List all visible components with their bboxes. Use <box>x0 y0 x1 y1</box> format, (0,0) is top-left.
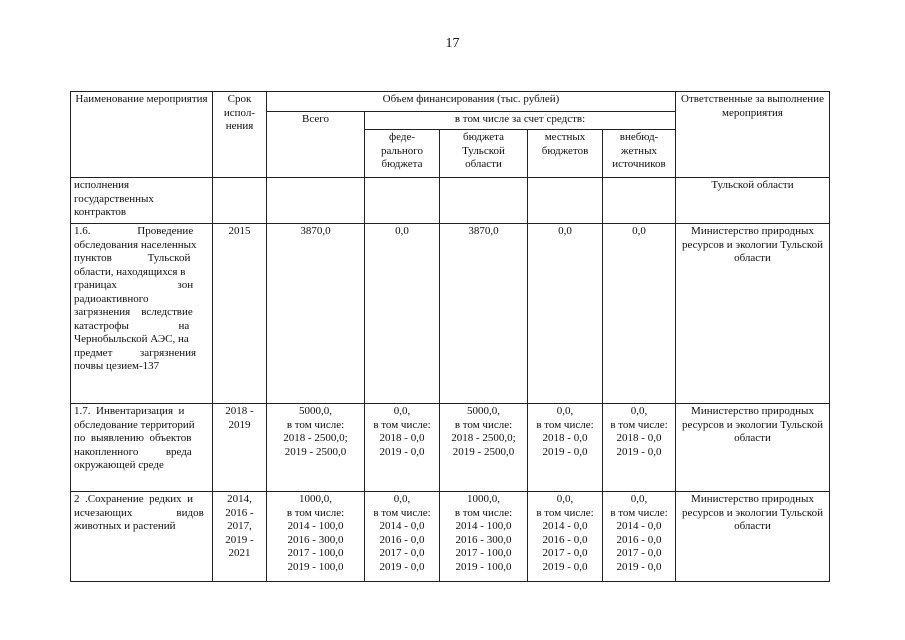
cell-line: 2019 - 0,0 <box>379 445 425 458</box>
cell-line: 2018 - 0,0 <box>542 432 588 444</box>
cell-line: в том числе: <box>536 506 594 519</box>
cell-line: 2016 - <box>225 506 254 519</box>
cell-term <box>213 178 267 224</box>
cell-line: 2019 - 2500,0 <box>284 445 347 458</box>
cell-extra <box>603 178 676 224</box>
cell-federal <box>365 492 440 582</box>
cell-line: накопленного вреда <box>74 445 192 458</box>
cell-line: 0,0, <box>556 405 574 417</box>
table-row <box>71 492 830 582</box>
cell-line: 2015 <box>228 225 251 237</box>
cell-total <box>267 224 365 404</box>
cell-line: 2014, <box>227 493 252 505</box>
cell-line: 2019 - 0,0 <box>542 445 588 458</box>
cell-term <box>213 404 267 492</box>
cell-line: 2018 - <box>225 405 254 417</box>
cell-line: 1000,0, <box>299 493 332 505</box>
cell-line: окружающей среде <box>74 459 164 471</box>
cell-line: обследование территорий <box>74 418 195 431</box>
cell-line: 2019 - 2500,0 <box>452 445 515 458</box>
header-federal: феде-рального бюджета <box>365 130 440 178</box>
cell-federal <box>365 178 440 224</box>
cell-responsible: Министерство природных ресурсов и экологии Тульской области <box>676 404 830 492</box>
table-row <box>71 404 830 492</box>
cell-line: в том числе: <box>373 506 431 519</box>
cell-term <box>213 224 267 404</box>
cell-term <box>213 492 267 582</box>
cell-line: 3870,0 <box>468 225 499 237</box>
cell-line: 0,0, <box>393 405 411 417</box>
cell-line: предмет загрязнения <box>74 346 197 359</box>
cell-line: 0,0, <box>630 405 648 417</box>
cell-regional <box>440 404 528 492</box>
cell-line: 2018 - 0,0 <box>616 432 662 444</box>
cell-extra <box>603 404 676 492</box>
cell-line: 5000,0, <box>299 405 332 417</box>
cell-line: в том числе: <box>536 418 594 431</box>
header-total: Всего <box>267 112 365 178</box>
cell-local <box>528 492 603 582</box>
cell-name <box>71 178 213 224</box>
cell-line: в том числе: <box>610 418 668 431</box>
cell-line: исполнения <box>74 179 130 191</box>
header-regional: бюджета Тульской области <box>440 130 528 178</box>
cell-line: 2016 - 0,0 <box>542 533 588 546</box>
cell-line: 2017, <box>227 520 252 532</box>
cell-line: 2019 - 0,0 <box>542 560 588 573</box>
cell-line: 2019 - 0,0 <box>616 560 662 573</box>
cell-line: 0,0 <box>632 225 646 237</box>
cell-line: в том числе: <box>454 506 513 519</box>
cell-line: государственных <box>74 192 154 205</box>
cell-line: радиоактивного <box>74 292 149 305</box>
cell-line: почвы цезием-137 <box>74 360 160 372</box>
cell-line: 2019 <box>228 418 251 431</box>
table-row <box>71 224 830 404</box>
cell-line: 2019 - 100,0 <box>287 560 344 573</box>
cell-line: 2019 - 0,0 <box>379 560 425 573</box>
cell-name <box>71 492 213 582</box>
cell-line: 0,0, <box>630 493 648 505</box>
cell-line: 2014 - 0,0 <box>616 520 662 532</box>
cell-line: в том числе: <box>286 418 345 431</box>
cell-line: 2016 - 0,0 <box>379 533 425 546</box>
cell-line: 1.7. Инвентаризация и <box>74 405 185 417</box>
header-name: Наименование мероприятия <box>71 92 213 178</box>
cell-federal <box>365 224 440 404</box>
cell-line: 2021 <box>228 547 251 559</box>
cell-extra <box>603 224 676 404</box>
cell-local <box>528 404 603 492</box>
cell-name <box>71 224 213 404</box>
funding-table <box>70 91 830 582</box>
cell-regional <box>440 492 528 582</box>
header-local: местных бюджетов <box>528 130 603 178</box>
cell-total <box>267 404 365 492</box>
cell-line: 2016 - 300,0 <box>287 533 344 546</box>
cell-line: области, находящихся в <box>74 265 186 278</box>
cell-line: исчезающих видов <box>74 506 204 519</box>
cell-line: 2018 - 2500,0; <box>451 432 516 444</box>
cell-regional <box>440 224 528 404</box>
cell-name <box>71 404 213 492</box>
cell-total <box>267 178 365 224</box>
cell-local <box>528 224 603 404</box>
cell-line: 3870,0 <box>300 225 331 237</box>
cell-line: 2019 - 0,0 <box>616 445 662 458</box>
cell-line: 2018 - 0,0 <box>379 432 425 444</box>
cell-line: 2017 - 0,0 <box>379 547 425 559</box>
cell-line: 2017 - 100,0 <box>287 547 344 559</box>
header-term: Срок испол-нения <box>213 92 267 178</box>
cell-line: 2017 - 0,0 <box>542 547 588 559</box>
page-number: 17 <box>445 36 460 51</box>
cell-line: 2019 - <box>225 533 254 546</box>
cell-line: 5000,0, <box>467 405 500 417</box>
cell-regional <box>440 178 528 224</box>
cell-line: 0,0 <box>395 225 409 237</box>
cell-responsible: Тульской области <box>676 178 830 224</box>
cell-line: катастрофы на <box>74 319 190 332</box>
header-funding: Объем финансирования (тыс. рублей) <box>267 92 676 112</box>
cell-line: пунктов Тульской <box>74 252 191 264</box>
cell-line: в том числе: <box>286 506 345 519</box>
cell-line: 2014 - 0,0 <box>379 520 425 532</box>
cell-line: 2017 - 100,0 <box>455 547 512 559</box>
cell-local <box>528 178 603 224</box>
cell-line: Чернобыльской АЭС, на <box>74 333 189 345</box>
cell-line: 2019 - 100,0 <box>455 560 512 573</box>
cell-line: в том числе: <box>610 506 668 519</box>
cell-line: 2016 - 0,0 <box>616 533 662 546</box>
cell-line: в том числе: <box>454 418 513 431</box>
cell-line: 2014 - 0,0 <box>542 520 588 532</box>
cell-federal <box>365 404 440 492</box>
cell-line: границах зон <box>74 279 194 291</box>
table-row <box>71 178 830 224</box>
cell-line: 2018 - 2500,0; <box>283 432 348 444</box>
cell-line: 1.6. Проведение <box>74 225 194 237</box>
cell-line: 2014 - 100,0 <box>455 520 512 532</box>
cell-line: животных и растений <box>74 520 176 532</box>
header-including: в том числе за счет средств: <box>365 112 676 130</box>
cell-line: 1000,0, <box>467 493 500 505</box>
cell-line: 0,0, <box>393 493 411 505</box>
cell-extra <box>603 492 676 582</box>
header-extra: внебюд-жетных источников <box>603 130 676 178</box>
cell-responsible: Министерство природных ресурсов и экологии Тульской области <box>676 224 830 404</box>
cell-line: 2014 - 100,0 <box>287 520 344 532</box>
cell-total <box>267 492 365 582</box>
cell-line: 0,0, <box>556 493 574 505</box>
cell-line: по выявлению объектов <box>74 432 192 444</box>
cell-responsible: Министерство природных ресурсов и экологии Тульской области <box>676 492 830 582</box>
cell-line: 2017 - 0,0 <box>616 547 662 559</box>
cell-line: 2016 - 300,0 <box>455 533 512 546</box>
cell-line: загрязнения вследствие <box>74 306 193 318</box>
cell-line: 0,0 <box>558 225 572 237</box>
cell-line: контрактов <box>74 206 127 218</box>
cell-line: обследования населенных <box>74 238 197 251</box>
cell-line: в том числе: <box>373 418 431 431</box>
header-responsible: Ответственные за выполнение мероприятия <box>676 92 830 178</box>
cell-line: 2 .Сохранение редких и <box>74 493 194 505</box>
